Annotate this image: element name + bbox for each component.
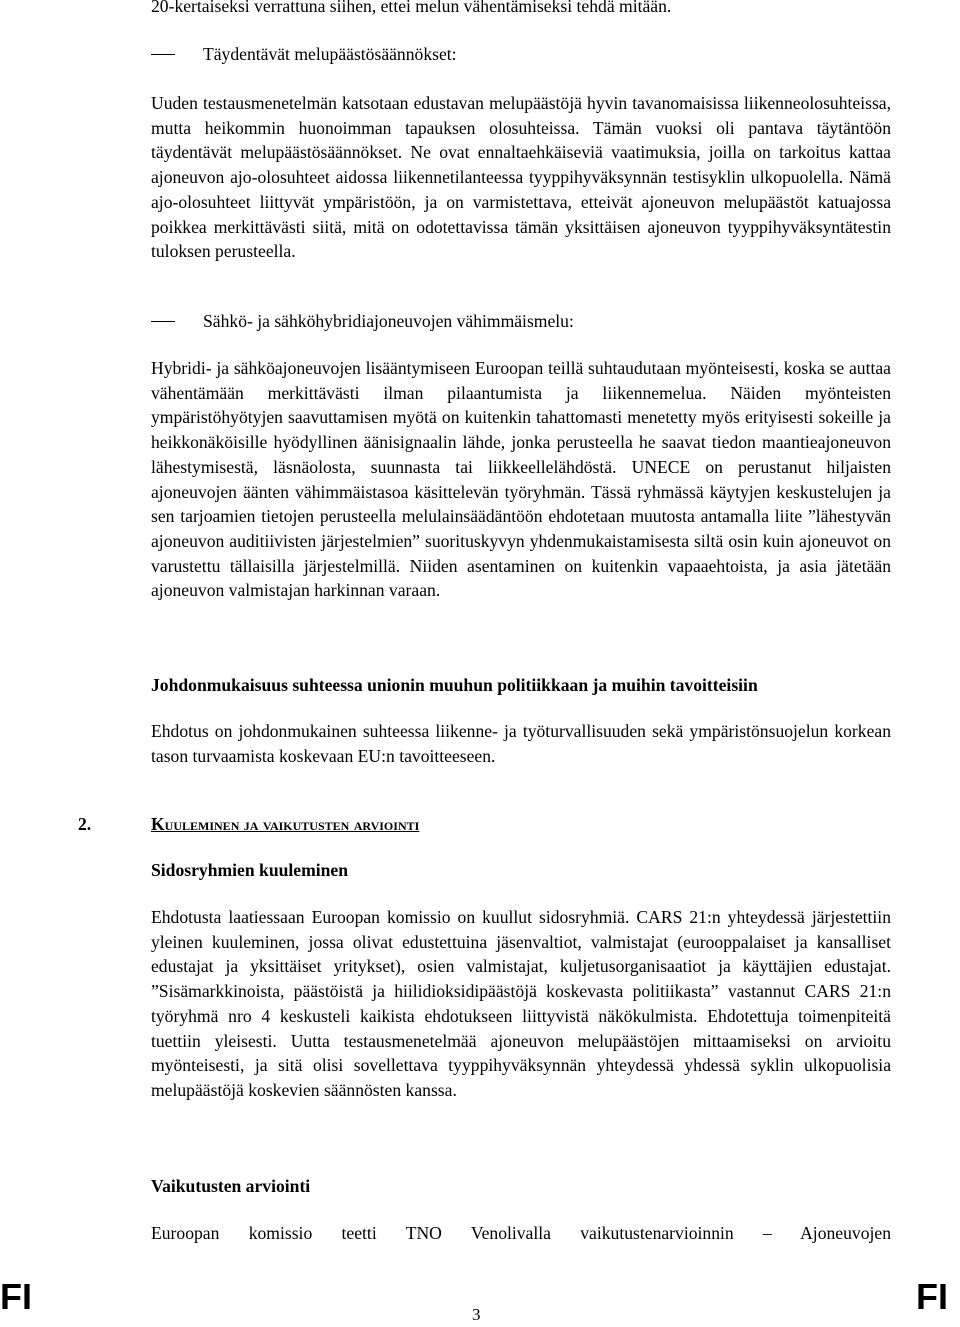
dash-bullet-icon (151, 54, 175, 55)
list-item-minimum-noise (151, 309, 891, 334)
footer-language-code-left: FI (0, 1276, 32, 1317)
footer-language-code-right: FI (916, 1276, 948, 1317)
page-number: 3 (472, 1305, 481, 1324)
paragraph-consistency: Ehdotus on johdonmukainen suhteessa liikenne- ja työturvallisuuden sekä ympäristönsuojelun korkean tason turvaamista koskevaan EU:n tavoitteeseen. (151, 721, 891, 766)
heading-consistency: Johdonmukaisuus suhteessa unionin muuhun politiikkaan ja muihin tavoitteisiin (151, 675, 758, 695)
dash-bullet-icon (151, 321, 175, 322)
paragraph-stakeholder-consultation: Ehdotusta laatiessaan Euroopan komissio on kuullut sidosryhmiä. CARS 21:n yhteydessä järjestettiin yleinen kuuleminen, jossa olivat edustettuina jäsenvaltiot, valmistajat (eurooppalaiset ja kansalliset edustajat ja yksittäiset yritykset), osien valmistajat, kuljetusorganisaatiot ja käyttäjien edustajat. ”Sisämarkkinoista, päästöistä ja hiilidioksidipäästöjä koskevasta politiikasta” vastannut CARS 21:n työryhmä nro 4 keskusteli kaikista ehdotukseen liittyvistä näkökulmista. Ehdotettuja toimenpiteitä tuettiin yleisesti. Uutta testausmenetelmää ajoneuvon melupäästöjen mittaamiseksi on arvioitu myönteisesti, ja sitä olisi sovellettava tyyppihyväksynnän yhteydessä yhdessä syklin ulkopuolisia melupäästöjä koskevien säännösten kanssa. (151, 907, 891, 1100)
section-number: 2. (78, 814, 92, 834)
heading-impact-assessment: Vaikutusten arviointi (151, 1176, 311, 1196)
heading-stakeholder-consultation: Sidosryhmien kuuleminen (151, 860, 349, 880)
section-title: Kuuleminen ja vaikutusten arviointi (151, 814, 420, 834)
top-line: 20-kertaiseksi verrattuna siihen, ettei melun vähentämiseksi tehdä mitään. (151, 0, 672, 16)
paragraph-test-method: Uuden testausmenetelmän katsotaan edustavan melupäästöjä hyvin tavanomaisissa liikenneolosuhteissa, mutta heikommin huonoimman tapauksen olosuhteissa. Tämän vuoksi oli pantava täytäntöön täydentävät melupäästösäännökset. Ne ovat ennaltaehkäiseviä vaatimuksia, joilla on tarkoitus kattaa ajoneuvon ajo-olosuhteet aidossa liikennetilanteessa tyyppihyväksynnän testisyklin ulkopuolella. Nämä ajo-olosuhteet liittyvät ympäristöön, ja on varmistettava, etteivät ajoneuvon melupäästöt katuajossa poikkea merkittävästi siitä, mitä on odotettavissa tämän yksittäisen ajoneuvon tyyppihyväksyntätestin tuloksen perusteella. (151, 93, 891, 262)
list-item-label: Täydentävät melupäästösäännökset: (203, 44, 457, 64)
paragraph-impact-assessment: Euroopan komissio teetti TNO Venolivalla vaikutustenarvioinnin – Ajoneuvojen (151, 1223, 891, 1243)
list-item-supplementary-provisions (151, 42, 891, 67)
list-item-label: Sähkö- ja sähköhybridiajoneuvojen vähimmäismelu: (203, 311, 574, 331)
paragraph-hybrid-vehicles: Hybridi- ja sähköajoneuvojen lisääntymiseen Euroopan teillä suhtaudutaan myönteisesti, koska se auttaa vähentämään merkittävästi ilman pilaantumista ja liikennemelua. Näiden myönteisten ympäristöhyötyjen saavuttamisen myötä on kuitenkin tahattomasti menetetty myös erityisesti sokeille ja heikkonäköisille hyödyllinen äänisignaalin lähde, jonka perusteella he saavat tiedon maantieajoneuvon lähestymisestä, läsnäolosta, suunnasta tai liikkeellelähdöstä. UNECE on perustanut hiljaisten ajoneuvojen äänten vähimmäistasoa käsittelevän työryhmän. Tässä ryhmässä käytyjen keskustelujen ja sen tarjoamien tietojen perusteella melulainsäädäntöön ehdotetaan muutosta antamalla liite ”lähestyvän ajoneuvon auditiivisten järjestelmien” suorituskyvyn yhdenmukaistamisesta siltä osin kuin ajoneuvot on varustettu tällaisilla järjestelmillä. Niiden asentaminen on kuitenkin vapaaehtoista, ja asia jätetään ajoneuvon valmistajan harkinnan varaan. (151, 358, 891, 601)
